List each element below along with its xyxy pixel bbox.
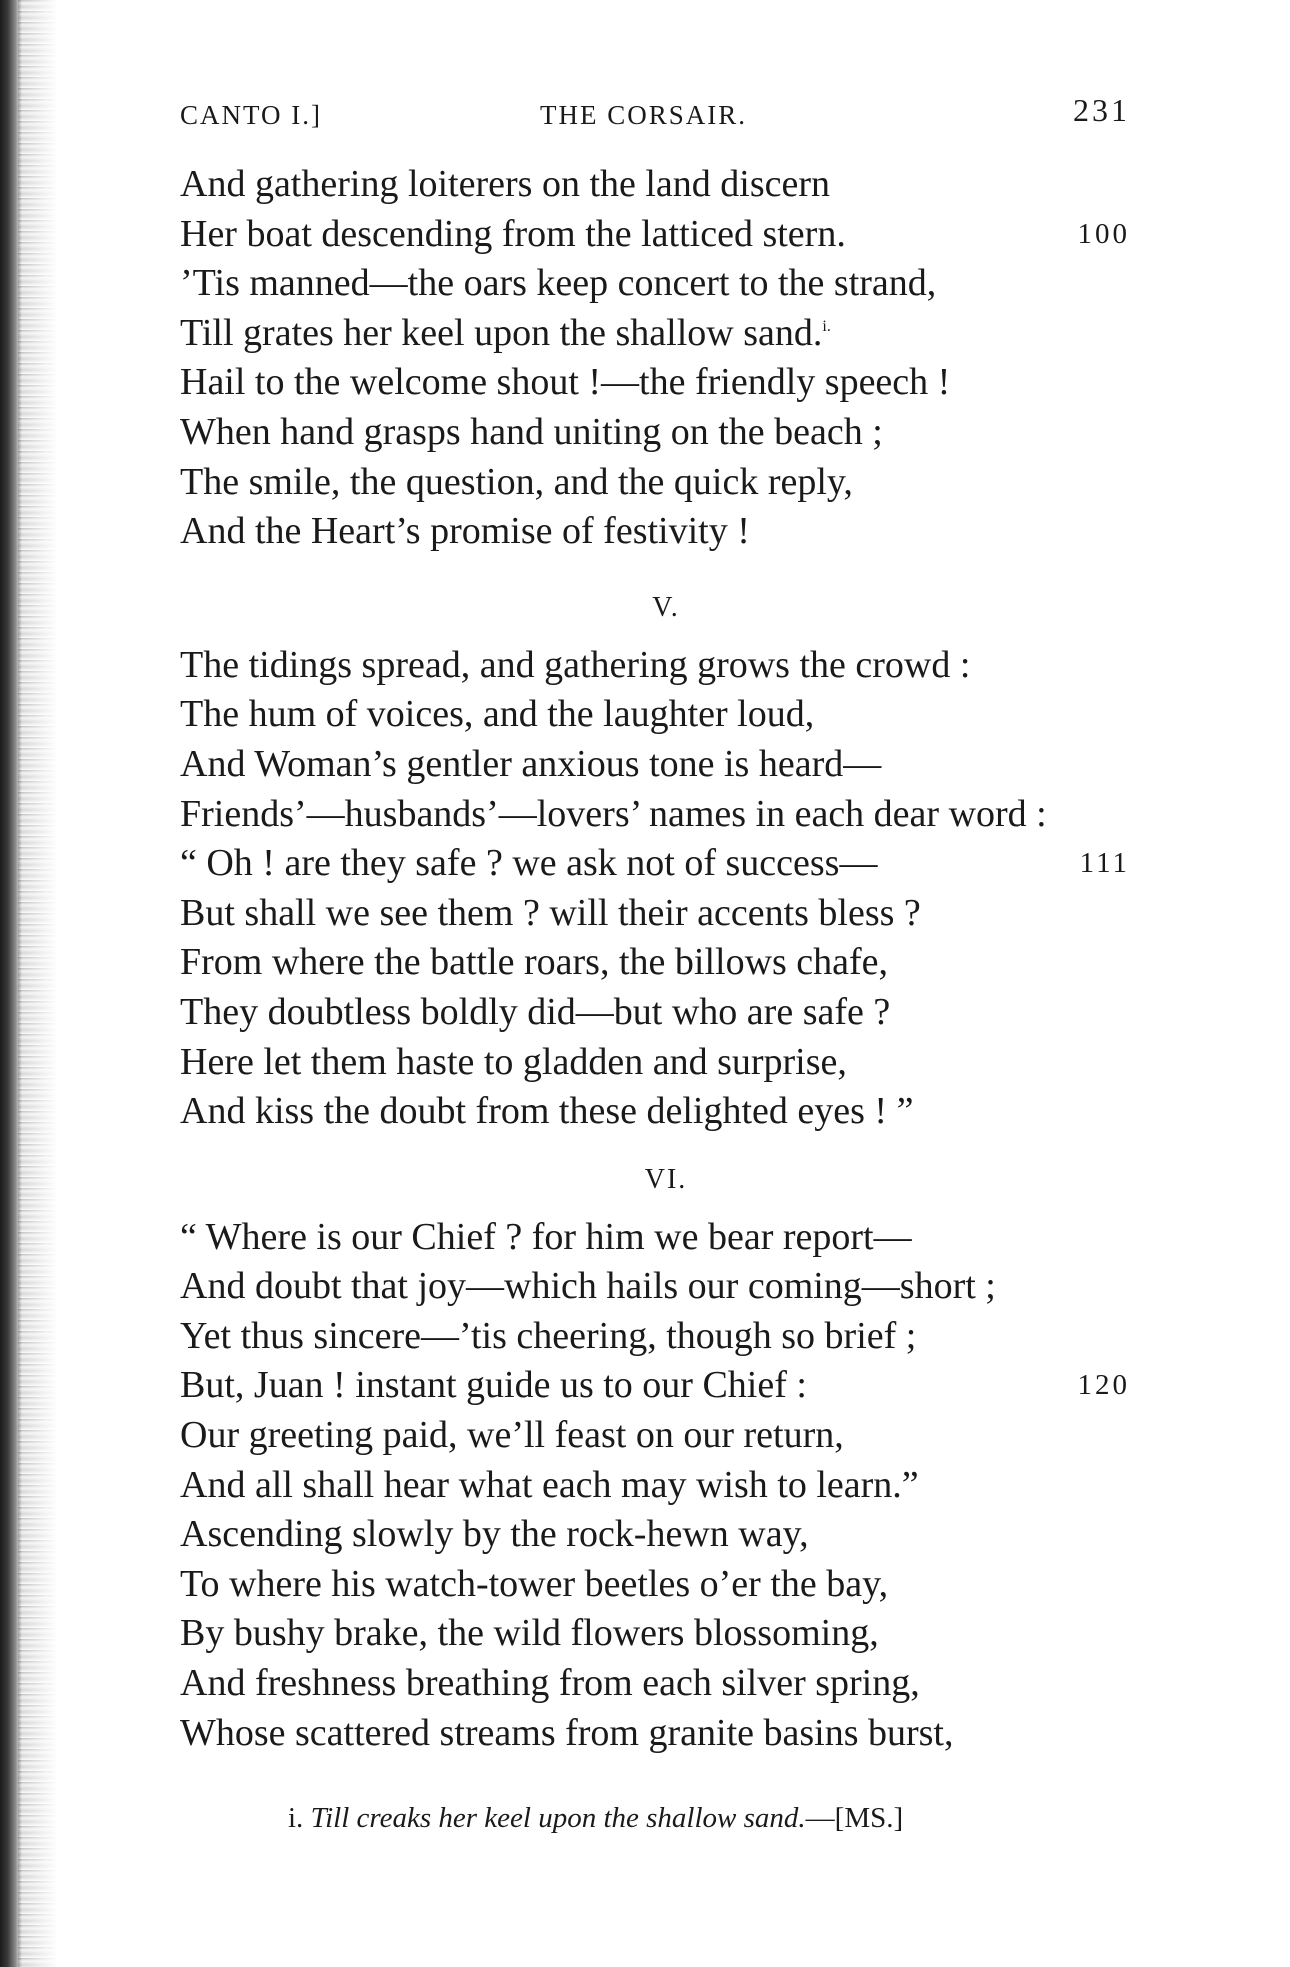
verse-line: “ Where is our Chief ? for him we bear report— <box>180 1215 912 1258</box>
verse-line: But shall we see them ? will their accents bless ? <box>180 891 921 934</box>
verse-line: Our greeting paid, we’ll feast on our return, <box>180 1414 844 1457</box>
verse-line: ’Tis manned—the oars keep concert to the strand, <box>180 262 937 305</box>
verse-line: Whose scattered streams from granite basins burst, <box>180 1711 954 1754</box>
verse-line: To where his watch-tower beetles o’er the bay, <box>180 1562 889 1605</box>
verse-line: And gathering loiterers on the land discern <box>180 163 831 205</box>
canto-label: CANTO I.] <box>180 100 322 130</box>
footnote-text: Till creaks her keel upon the shallow sand. <box>310 1802 806 1834</box>
footnote-marker: i. <box>288 1802 304 1834</box>
verse-line: But, Juan ! instant guide us to our Chief : 120 <box>180 1361 1130 1411</box>
verse-line: And doubt that joy—which hails our coming—short ; <box>180 1265 996 1308</box>
verse-line: Here let them haste to gladden and surprise, <box>180 1040 847 1083</box>
verse-line: The tidings spread, and gathering grows the crowd : <box>180 643 971 686</box>
verse-line: Hail to the welcome shout !—the friendly speech ! <box>180 361 951 404</box>
verse-line: Ascending slowly by the rock-hewn way, <box>180 1513 809 1556</box>
stanza-heading: V. <box>652 591 680 623</box>
verse-line: The hum of voices, and the laughter loud, <box>180 693 815 736</box>
verse-line: When hand grasps hand uniting on the beach ; <box>180 410 883 453</box>
line-number: 100 <box>1077 217 1130 250</box>
verse-line: Yet thus sincere—’tis cheering, though so brief ; <box>180 1314 917 1357</box>
verse-line: And the Heart’s promise of festivity ! <box>180 510 750 553</box>
line-number: 120 <box>1077 1369 1130 1402</box>
footnote-reference: i. <box>822 317 831 335</box>
page-number: 231 <box>1073 92 1130 128</box>
running-title: THE CORSAIR. <box>540 100 748 130</box>
page-binding-shadow <box>18 0 58 1967</box>
verse-line: From where the battle roars, the billows chafe, <box>180 941 889 984</box>
verse-line: Till grates her keel upon the shallow sand.$^{i.}$ <box>180 311 831 354</box>
verse-line: Friends’—husbands’—lovers’ names in each dear word : <box>180 792 1047 835</box>
verse-line: “ Oh ! are they safe ? we ask not of success— 111 <box>180 839 1130 889</box>
line-number: 111 <box>1079 847 1130 880</box>
verse-line: The smile, the question, and the quick reply, <box>180 460 853 503</box>
stanza-heading: VI. <box>644 1163 688 1195</box>
verse-line: Her boat descending from the latticed stern. 100 <box>180 210 1130 260</box>
verse-line: And all shall hear what each may wish to learn.” <box>180 1463 919 1506</box>
footnote <box>288 1802 903 1835</box>
verse-line: They doubtless boldly did—but who are safe ? <box>180 990 891 1033</box>
verse-line: And freshness breathing from each silver spring, <box>180 1662 920 1705</box>
running-header <box>180 92 1130 132</box>
verse-line: By bushy brake, the wild flowers blossoming, <box>180 1612 879 1655</box>
poem-text <box>180 160 1130 1758</box>
footnote-source: —[MS.] <box>805 1802 904 1834</box>
verse-line: And Woman’s gentler anxious tone is heard— <box>180 742 882 785</box>
verse-line: And kiss the doubt from these delighted eyes ! ” <box>180 1090 914 1133</box>
